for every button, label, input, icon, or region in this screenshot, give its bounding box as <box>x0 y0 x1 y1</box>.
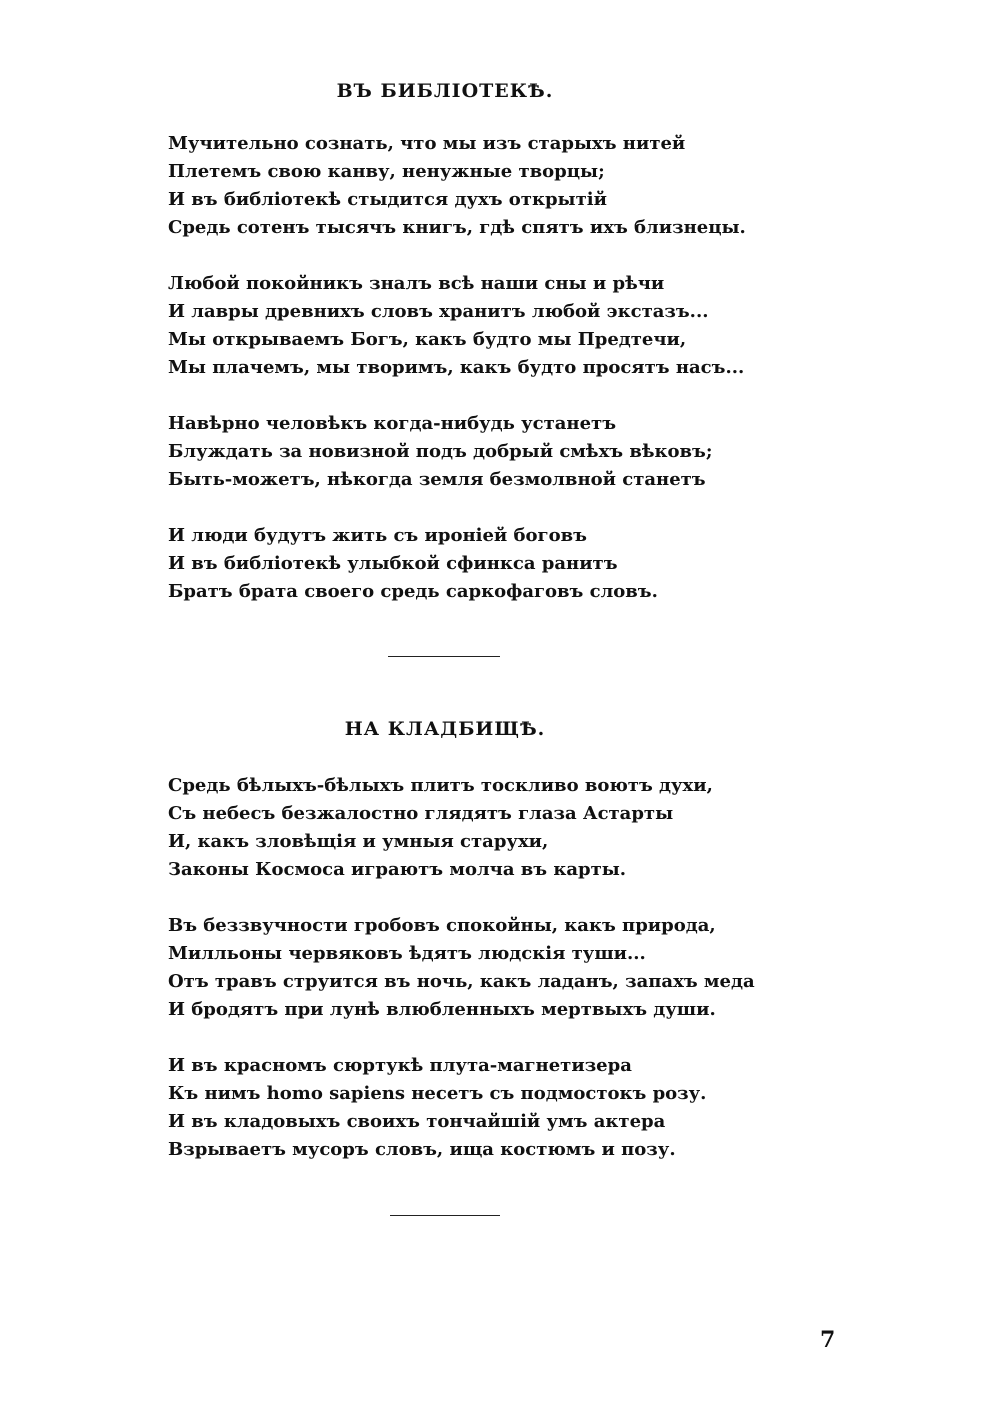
poem-title-cemetery: НА КЛАДБИЩѢ. <box>344 718 546 740</box>
verse-line: Средь бѣлыхъ-бѣлыхъ плитъ тоскливо воютъ духи, <box>168 775 713 796</box>
stanza-4 <box>168 522 658 606</box>
verse-line: Быть-можетъ, нѣкогда земля безмолвной станетъ <box>168 469 706 490</box>
verse-line: Мы открываемъ Богъ, какъ будто мы Предтечи, <box>168 329 687 350</box>
verse-line: Любой покойникъ зналъ всѣ наши сны и рѣчи <box>168 273 665 294</box>
poem-title-library: ВЪ БИБЛІОТЕКѢ. <box>336 80 554 102</box>
verse-line: И въ кладовыхъ своихъ тончайшій умъ актера <box>168 1111 666 1132</box>
verse-line: И въ библіотекѣ улыбкой сфинкса ранитъ <box>168 553 618 574</box>
verse-line: Милльоны червяковъ ѣдятъ людскія туши... <box>168 943 646 964</box>
verse-line: И лавры древнихъ словъ хранитъ любой экстазъ... <box>168 301 709 322</box>
verse-line: Навѣрно человѣкъ когда-нибудь устанетъ <box>168 413 617 434</box>
stanza-6 <box>168 912 755 1024</box>
stanza-7 <box>168 1052 706 1164</box>
verse-line: Средь сотенъ тысячъ книгъ, гдѣ спятъ ихъ близнецы. <box>168 217 746 238</box>
verse-line: Съ небесъ безжалостно глядятъ глаза Астарты <box>168 803 674 824</box>
verse-line: Къ нимъ homo sapiens несетъ съ подмостокъ розу. <box>168 1083 707 1104</box>
section-divider <box>388 656 500 657</box>
verse-line: Блуждать за новизной подъ добрый смѣхъ вѣковъ; <box>168 441 713 462</box>
stanza-1 <box>168 130 746 242</box>
verse-line: Мы плачемъ, мы творимъ, какъ будто просятъ насъ... <box>168 357 745 378</box>
verse-line: И въ красномъ сюртукѣ плута-магнетизера <box>168 1055 632 1076</box>
verse-line: Отъ травъ струится въ ночь, какъ ладанъ, запахъ меда <box>168 971 755 992</box>
stanza-3 <box>168 410 713 494</box>
stanza-5 <box>168 772 713 884</box>
verse-line: И, какъ зловѣщія и умныя старухи, <box>168 831 549 852</box>
section-divider <box>390 1215 500 1216</box>
stanza-2 <box>168 270 744 382</box>
verse-line: Въ беззвучности гробовъ спокойны, какъ природа, <box>168 915 716 936</box>
verse-line: Взрываетъ мусоръ словъ, ища костюмъ и позу. <box>168 1139 676 1160</box>
verse-line: И люди будутъ жить съ ироніей боговъ <box>168 525 587 546</box>
page-number: 7 <box>820 1327 836 1353</box>
verse-line: Мучительно сознать, что мы изъ старыхъ нитей <box>168 133 686 154</box>
verse-line: И бродятъ при лунѣ влюбленныхъ мертвыхъ души. <box>168 999 716 1020</box>
verse-line: Братъ брата своего средь саркофаговъ словъ. <box>168 581 658 602</box>
verse-line: Плетемъ свою канву, ненужные творцы; <box>168 161 605 182</box>
verse-line: Законы Космоса играютъ молча въ карты. <box>168 859 627 880</box>
verse-line: И въ библіотекѣ стыдится духъ открытій <box>168 189 607 210</box>
